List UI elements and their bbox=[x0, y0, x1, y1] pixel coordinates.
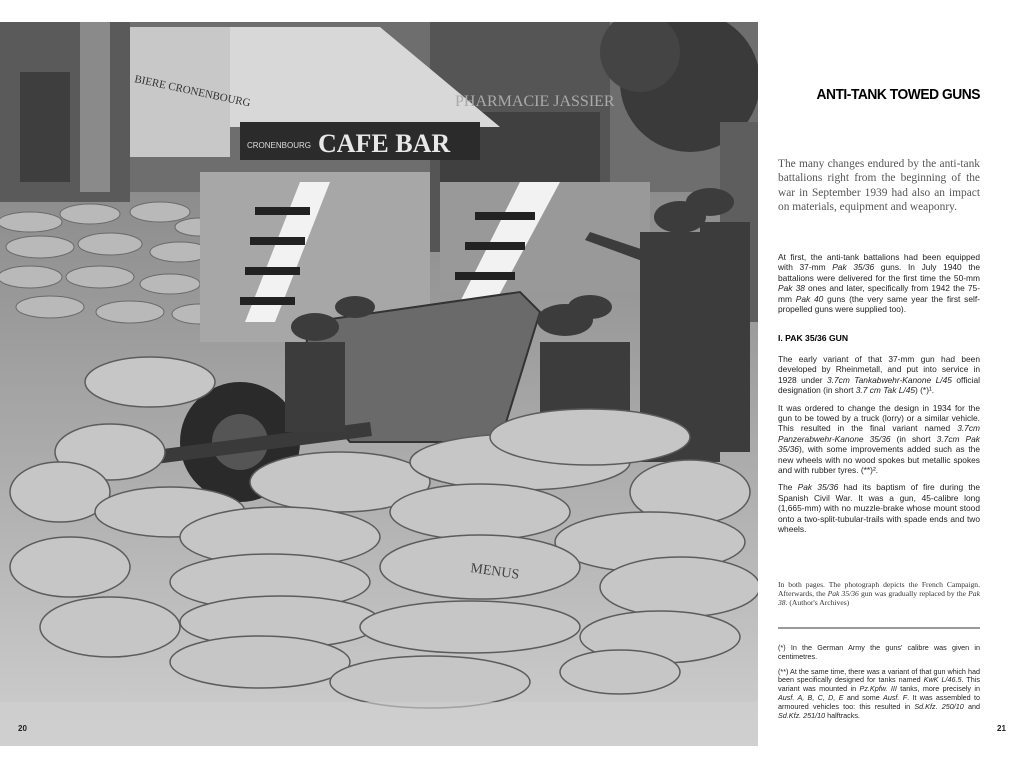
section-heading: I. PAK 35/36 GUN bbox=[778, 333, 849, 343]
intro-paragraph: The many changes endured by the anti-tank battalions right from the beginning of the war in September 1939 had also an impact on materials, equipment and weaponry. bbox=[778, 158, 980, 214]
wartime-photograph bbox=[0, 22, 758, 746]
footnote-divider bbox=[778, 627, 980, 629]
footnote-2: (**) At the same time, there was a variant of that gun which had been specifically designed for tanks named KwK L/46.5. This variant was mounted in Pz.Kpfw. III tanks, more precisely in Ausf. A, B, C, D, E and some Ausf. F. It was assembled to armoured vehicles too: this resulted in Sd.Kfz. 250/10 and Sd.Kfz. 251/10 halftracks. bbox=[778, 666, 980, 720]
footnote-1: (*) In the German Army the guns' calibre was given in centimetres. bbox=[778, 643, 980, 661]
page-title: ANTI-TANK TOWED GUNS bbox=[816, 86, 980, 103]
photo-illustration bbox=[0, 22, 758, 746]
photo-caption: In both pages. The photograph depicts the French Campaign. Afterwards, the Pak 35/36 gun was gradually replaced by the Pak 38. (Author's Archives) bbox=[778, 580, 980, 608]
body-paragraph-1: At first, the anti-tank battalions had been equipped with 37-mm Pak 35/36 guns. In July 1940 the battalions were delivered for the first time the 50-mm Pak 38 ones and later, specifically from 1942 the 75-mm Pak 40 guns (the very same year the first self-propelled guns were supplied too). bbox=[778, 252, 981, 315]
right-page-text-column bbox=[776, 0, 982, 768]
right-page-number: 21 bbox=[997, 724, 1006, 733]
cafe-bar-sign: CAFE BAR bbox=[318, 129, 451, 158]
body-paragraphs-section bbox=[778, 354, 980, 542]
body-paragraph-3: It was ordered to change the design in 1934 for the gun to be towed by a truck (lorry) or a similar vehicle. This resulted in the final variant named 3.7cm Panzerabwehr-Kanone 35/36 (in short 3.7cm Pak 35/36), with some improvements added such as the new wheels with no wood spokes but metallic spokes and with rubber tyres. (**)². bbox=[778, 402, 980, 476]
awning-sign: BIERE CRONENBOURG bbox=[133, 73, 252, 110]
left-page-number: 20 bbox=[18, 724, 27, 733]
sack-text: MENUS bbox=[469, 561, 521, 583]
footnotes bbox=[778, 644, 980, 726]
body-paragraph-2: The early variant of that 37-mm gun had been developed by Rheinmetall, and put into service in 1928 under 3.7cm Tankabwehr-Kanone L/45 official designation (in short 3.7 cm Tak L/45) (*)¹. bbox=[778, 354, 980, 396]
cronenbourg-sign: CRONENBOURG bbox=[247, 141, 312, 150]
body-paragraph-4: The Pak 35/36 had its baptism of fire during the Spanish Civil War. It was a gun, 45-calibre long (1,665-mm) with no muzzle-brake whose mount stood onto a two-split-tubular-trails with spade ends and two wheels. bbox=[778, 482, 980, 535]
pharmacie-sign: PHARMACIE JASSIER bbox=[455, 93, 615, 110]
